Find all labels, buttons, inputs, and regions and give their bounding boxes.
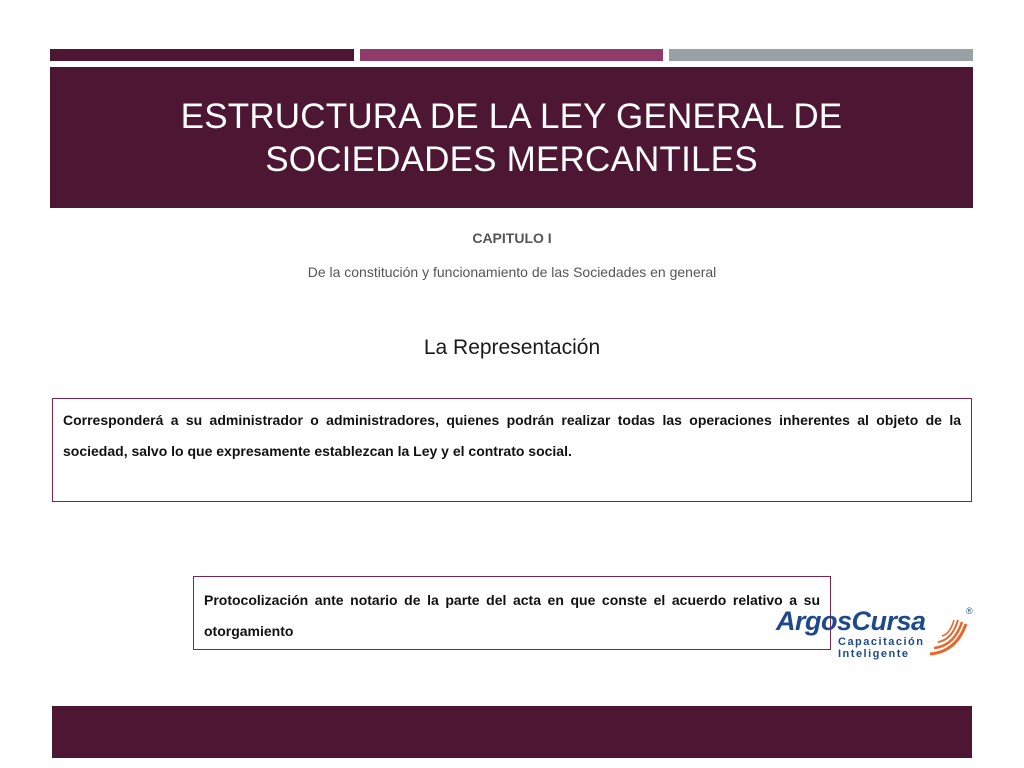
representation-text: Corresponderá a su administrador o administradores, quienes podrán realizar todas las operaciones inherentes al objeto de la sociedad, salvo lo que expresamente establezcan la Ley y el contrato social. [63, 412, 961, 459]
top-accent-bar-magenta [360, 49, 663, 61]
protocol-text-box [193, 576, 831, 650]
title-band [50, 67, 973, 208]
logo-registered-mark: ® [966, 606, 973, 616]
slide-title: ESTRUCTURA DE LA LEY GENERAL DE SOCIEDADES MERCANTILES [180, 96, 843, 179]
representation-text-box [52, 398, 972, 502]
section-heading: La Representación [423, 336, 601, 359]
argoscursa-logo [776, 606, 976, 662]
protocol-text: Protocolización ante notario de la parte del acta en que conste el acuerdo relativo a su otorgamiento [204, 592, 820, 639]
top-accent-bar-gray [669, 49, 973, 61]
chapter-subtitle: De la constitución y funcionamiento de las Sociedades en general [307, 264, 717, 280]
chapter-label: CAPITULO I [472, 230, 552, 246]
top-accent-bar-dark [50, 49, 354, 61]
logo-tagline-2: Inteligente [838, 648, 910, 660]
footer-band [52, 706, 972, 758]
logo-name: ArgosCursa [776, 606, 926, 636]
logo-tagline-1: Capacitación [838, 636, 925, 648]
